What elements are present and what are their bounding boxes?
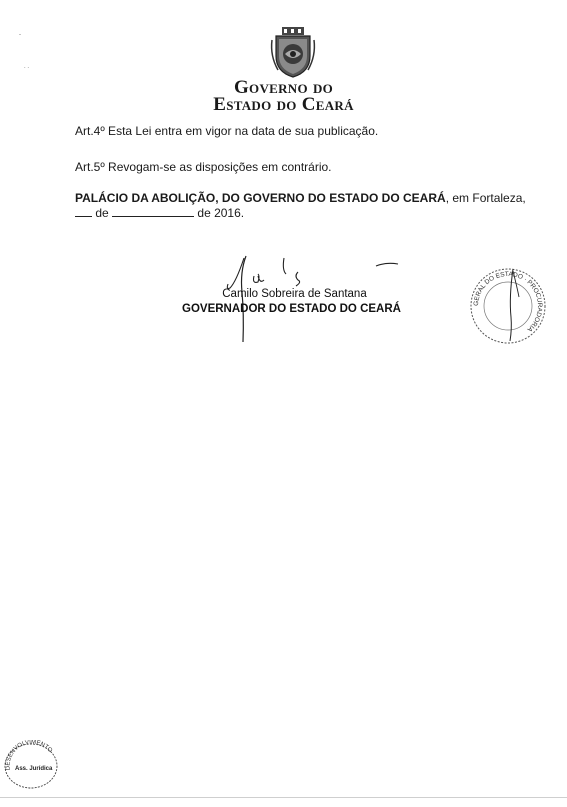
margin-mark-dots: . . <box>24 64 30 70</box>
date-de: de <box>95 206 109 220</box>
signatory-title: GOVERNADOR DO ESTADO DO CEARÁ <box>182 303 401 315</box>
left-stamp-middle: Ass. Jurídica <box>15 766 53 772</box>
closing-fortaleza: , em Fortaleza, <box>445 191 526 205</box>
closing-palacio: PALÁCIO DA ABOLIÇÃO, DO GOVERNO DO ESTADO DO CEARÁ <box>75 191 446 205</box>
stamp-text: GERAL DO ESTADO · PROCURADORIA <box>472 270 544 333</box>
svg-text:GERAL DO ESTADO · PROCURADORIA <box>473 271 543 333</box>
article-5: Art.5º Revogam-se as disposições em contrário. <box>75 160 332 174</box>
header-estado-do-ceara: Estado do Ceará <box>213 94 354 115</box>
article-4: Art.4º Esta Lei entra em vigor na data de sua publicação. <box>75 124 379 138</box>
signatory-name: Camilo Sobreira de Santana <box>222 288 367 300</box>
date-year: de 2016. <box>197 206 245 220</box>
juridica-stamp <box>2 740 60 790</box>
month-blank <box>112 206 194 217</box>
day-blank <box>75 206 92 217</box>
left-stamp-top: DESENVOLVIMENTO <box>5 740 54 771</box>
margin-mark: - <box>19 32 21 38</box>
header-governo-do: Governo do <box>233 77 334 98</box>
coat-of-arms-logo <box>268 26 318 78</box>
page-bottom-rule <box>0 797 567 798</box>
handwritten-signature <box>200 252 410 352</box>
closing-line-1 <box>75 190 526 206</box>
closing-date-line <box>75 205 244 221</box>
procuradoria-stamp <box>469 267 547 345</box>
